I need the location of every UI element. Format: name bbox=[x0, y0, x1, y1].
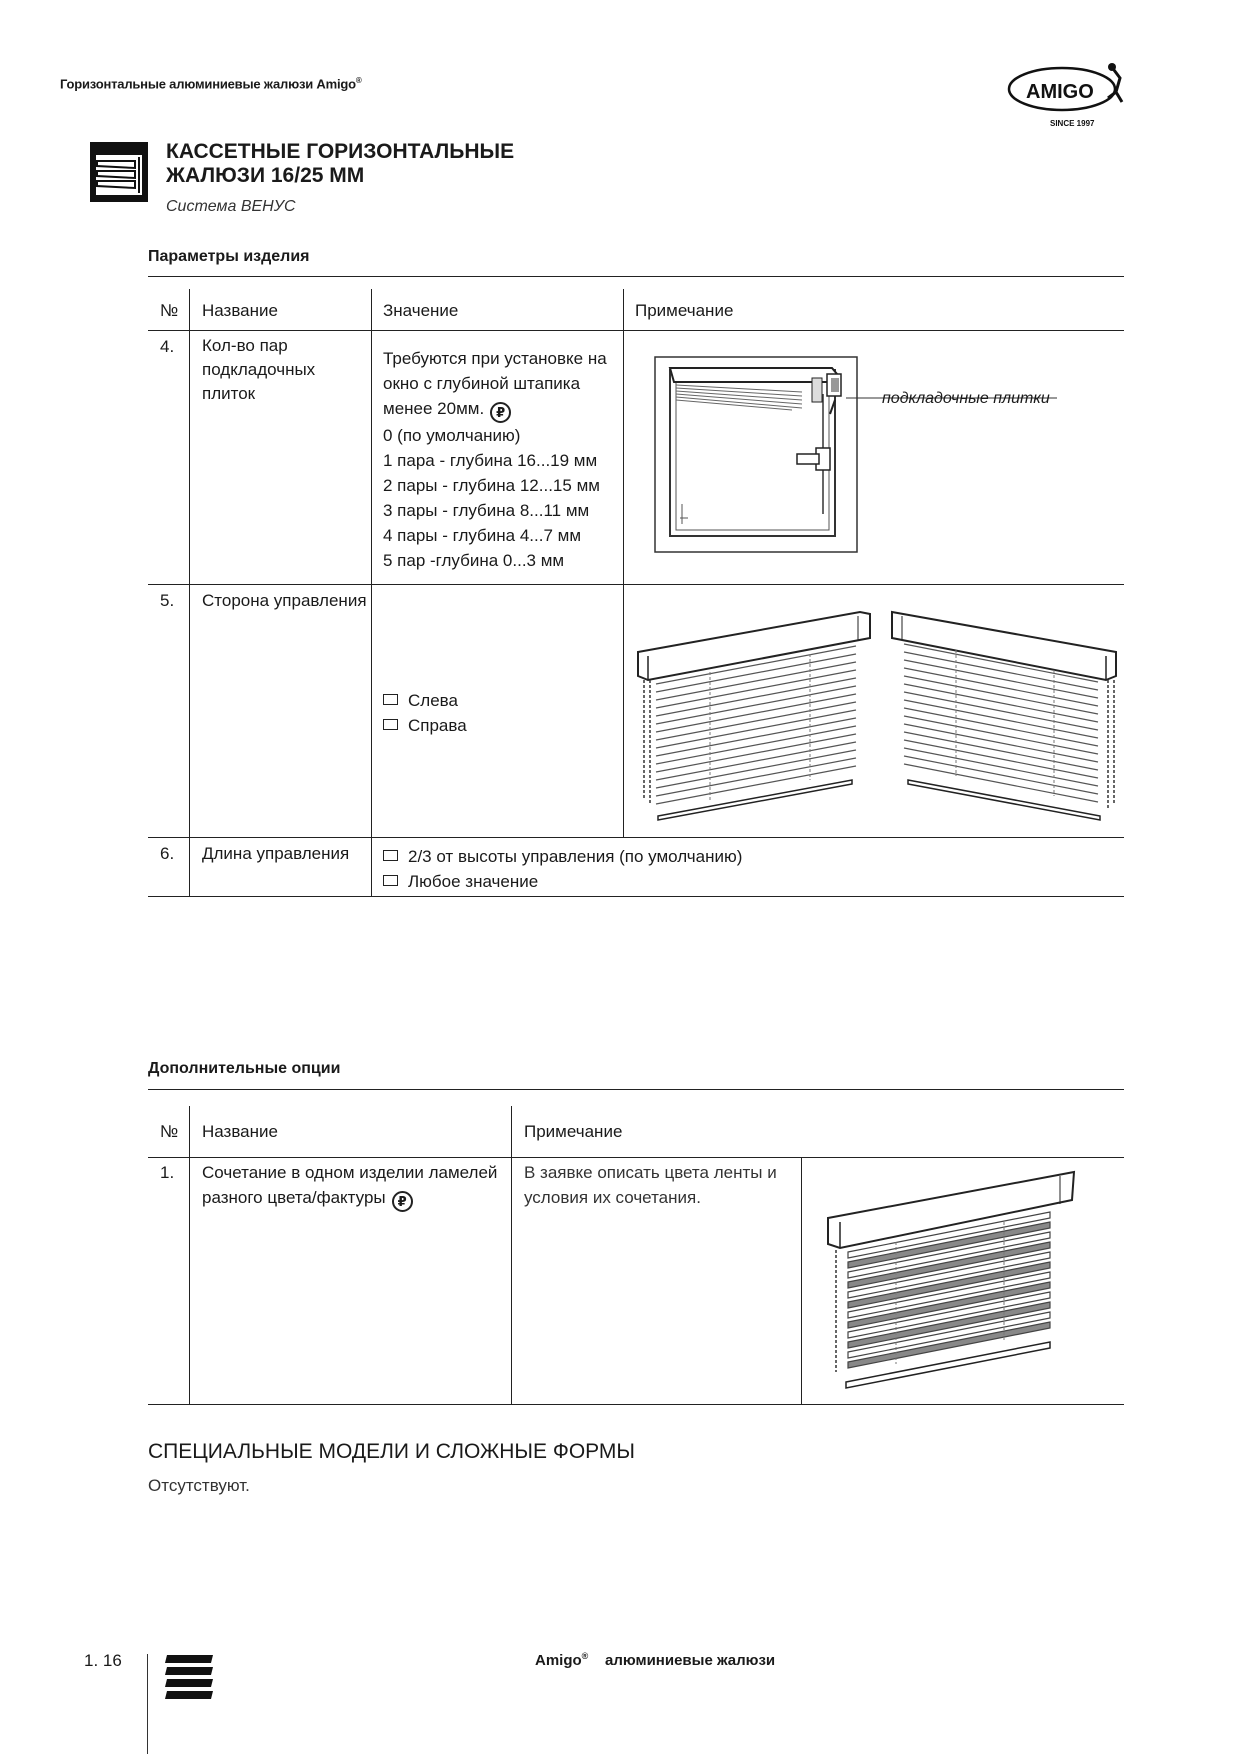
special-models-heading: СПЕЦИАЛЬНЫЕ МОДЕЛИ И СЛОЖНЫЕ ФОРМЫ bbox=[148, 1440, 636, 1463]
row-name: Сочетание в одном изделии ламелей разного цвета/фактуры ₽ bbox=[202, 1160, 497, 1212]
table-rule bbox=[148, 1157, 1124, 1158]
column-divider bbox=[801, 1157, 802, 1404]
table-rule bbox=[148, 1404, 1124, 1405]
row-num: 5. bbox=[160, 591, 175, 610]
column-divider bbox=[511, 1106, 512, 1404]
row-name: Кол-во пар подкладочных плиток bbox=[202, 336, 316, 403]
col-header-num: № bbox=[160, 1122, 179, 1141]
shim-tiles-label: подкладочные плитки bbox=[882, 390, 1050, 407]
row-name: Длина управления bbox=[202, 844, 350, 863]
option-default-length: 2/3 от высоты управления (по умолчанию) bbox=[383, 844, 742, 869]
col-header-name: Название bbox=[202, 1122, 278, 1141]
row-num: 6. bbox=[160, 844, 175, 863]
col-header-note: Примечание bbox=[635, 301, 734, 320]
row-num: 1. bbox=[160, 1163, 175, 1182]
row-note: В заявке описать цвета ленты и условия их сочетания. bbox=[524, 1163, 777, 1207]
parameters-heading: Параметры изделия bbox=[148, 248, 310, 265]
option-left: Слева bbox=[383, 688, 458, 713]
blinds-icon bbox=[163, 1653, 215, 1701]
col-header-name: Название bbox=[202, 301, 278, 320]
row-value: Требуются при установке на окно с глубиной штапика менее 20мм. ₽ 0 (по умолчанию) 1 пара - глубина 16...19 мм 2 пары - глубина 12...15 мм 3 пары - глубина 8...11 мм 4 пары - глубина 4...7 мм 5 пар -глубина 0...3 мм bbox=[383, 349, 607, 570]
row-num: 4. bbox=[160, 337, 175, 356]
checkbox[interactable] bbox=[383, 850, 398, 861]
special-models-text: Отсутствуют. bbox=[148, 1476, 250, 1495]
shim-tiles-illustration bbox=[652, 354, 1122, 556]
table-rule bbox=[148, 1089, 1124, 1090]
table-rule bbox=[148, 837, 1124, 838]
column-divider bbox=[189, 289, 190, 897]
product-title: КАССЕТНЫЕ ГОРИЗОНТАЛЬНЫЕ ЖАЛЮЗИ 16/25 ММ bbox=[166, 140, 515, 187]
control-side-illustration bbox=[630, 604, 1124, 834]
ruble-icon: ₽ bbox=[392, 1191, 413, 1212]
column-divider bbox=[623, 289, 624, 837]
checkbox[interactable] bbox=[383, 694, 398, 705]
col-header-value: Значение bbox=[383, 301, 459, 320]
row-name: Сторона управления bbox=[202, 591, 367, 610]
checkbox[interactable] bbox=[383, 719, 398, 730]
mixed-slats-illustration bbox=[824, 1166, 1084, 1398]
column-divider bbox=[371, 289, 372, 897]
page-number: 1. 16 bbox=[84, 1651, 122, 1670]
option-right: Справа bbox=[383, 713, 467, 738]
options-heading: Дополнительные опции bbox=[148, 1060, 341, 1077]
option-any-length: Любое значение bbox=[383, 869, 538, 894]
document-header-title: Горизонтальные алюминиевые жалюзи Amigo® bbox=[60, 76, 362, 92]
footer-brand: Amigo® алюминиевые жалюзи bbox=[535, 1651, 776, 1669]
table-rule bbox=[148, 896, 1124, 897]
table-rule bbox=[148, 330, 1124, 331]
ruble-icon: ₽ bbox=[490, 402, 511, 423]
product-system: Система ВЕНУС bbox=[166, 198, 296, 215]
checkbox[interactable] bbox=[383, 875, 398, 886]
table-rule bbox=[148, 584, 1124, 585]
col-header-note: Примечание bbox=[524, 1122, 623, 1141]
col-header-num: № bbox=[160, 301, 179, 320]
cassette-blinds-icon bbox=[89, 141, 149, 203]
svg-text:SINCE 1997: SINCE 1997 bbox=[1050, 119, 1095, 128]
column-divider bbox=[189, 1106, 190, 1404]
svg-text:AMIGO: AMIGO bbox=[1026, 81, 1094, 103]
amigo-logo bbox=[1004, 58, 1134, 130]
table-rule bbox=[148, 276, 1124, 277]
footer-divider bbox=[147, 1654, 148, 1754]
